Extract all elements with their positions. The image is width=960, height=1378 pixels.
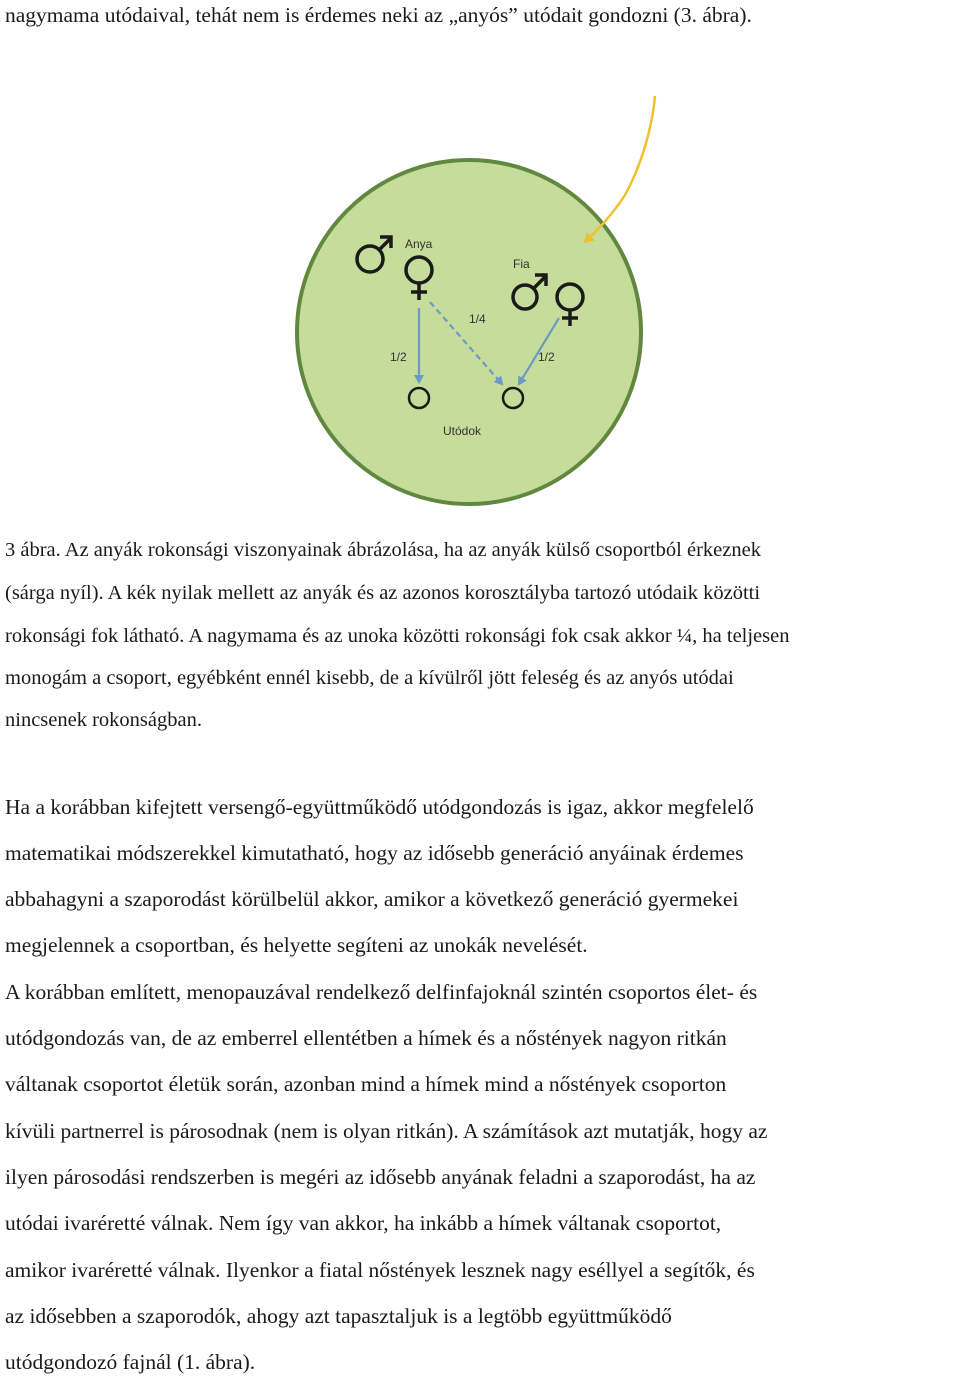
group-circle (297, 160, 641, 504)
paragraph-line: az idősebben a szaporodók, ahogy azt tapasztaljuk is a legtöbb együttműködő (5, 1304, 672, 1328)
paragraph-line: kívüli partnerrel is párosodnak (nem is olyan ritkán). A számítások azt mutatják, hogy az (5, 1119, 768, 1143)
label-half-left: 1/2 (390, 350, 407, 364)
paragraph-line: utódai ivaréretté válnak. Nem így van akkor, ha inkább a hímek váltanak csoportot, (5, 1211, 722, 1235)
label-quarter: 1/4 (469, 312, 486, 326)
paragraph-line: abbahagyni a szaporodást körülbelül akkor, amikor a következő generáció gyermekei (5, 887, 739, 911)
label-half-right: 1/2 (538, 350, 555, 364)
label-utodok: Utódok (443, 424, 482, 438)
caption-line: 3 ábra. Az anyák rokonsági viszonyainak ábrázolása, ha az anyák külső csoportból érkeznek (5, 539, 761, 561)
caption-line: rokonsági fok látható. A nagymama és az unoka közötti rokonsági fok csak akkor ¼, ha teljesen (5, 625, 790, 647)
label-fia: Fia (513, 257, 530, 271)
paragraph-line: Ha a korábban kifejtett versengő-együttműködő utódgondozás is igaz, akkor megfelelő (5, 795, 754, 819)
paragraph-line: utódgondozó fajnál (1. ábra). (5, 1350, 256, 1374)
caption-line: monogám a csoport, egyébként ennél kisebb, de a kívülről jött feleség és az anyós utódai (5, 667, 734, 689)
caption-line: nincsenek rokonságban. (5, 709, 202, 731)
paragraph-line: matematikai módszerekkel kimutatható, hogy az idősebb generáció anyáinak érdemes (5, 841, 744, 865)
paragraph-line: utódgondozás van, de az emberrel ellentétben a hímek és a nőstények nagyon ritkán (5, 1026, 727, 1050)
paragraph-line: ilyen párosodási rendszerben is megéri az idősebb anyának feladni a szaporodást, ha az (5, 1165, 756, 1189)
paragraph-line: amikor ivaréretté válnak. Ilyenkor a fiatal nőstények lesznek nagy eséllyel a segítők, és (5, 1258, 755, 1282)
label-anya: Anya (405, 237, 433, 251)
top-text-line: nagymama utódaival, tehát nem is érdemes neki az „anyós” utódait gondozni (3. ábra). (5, 3, 752, 27)
caption-line: (sárga nyíl). A kék nyilak mellett az anyák és az azonos korosztályba tartozó utódaik közötti (5, 582, 761, 604)
paragraph-line: A korábban említett, menopauzával rendelkező delfinfajoknál szintén csoportos élet- és (5, 980, 758, 1004)
paragraph-line: váltanak csoportot életük során, azonban mind a hímek mind a nőstények csoporton (5, 1072, 727, 1096)
figure-3-diagram (0, 90, 960, 530)
paragraph-line: megjelennek a csoportban, és helyette segíteni az unokák nevelését. (5, 933, 588, 957)
